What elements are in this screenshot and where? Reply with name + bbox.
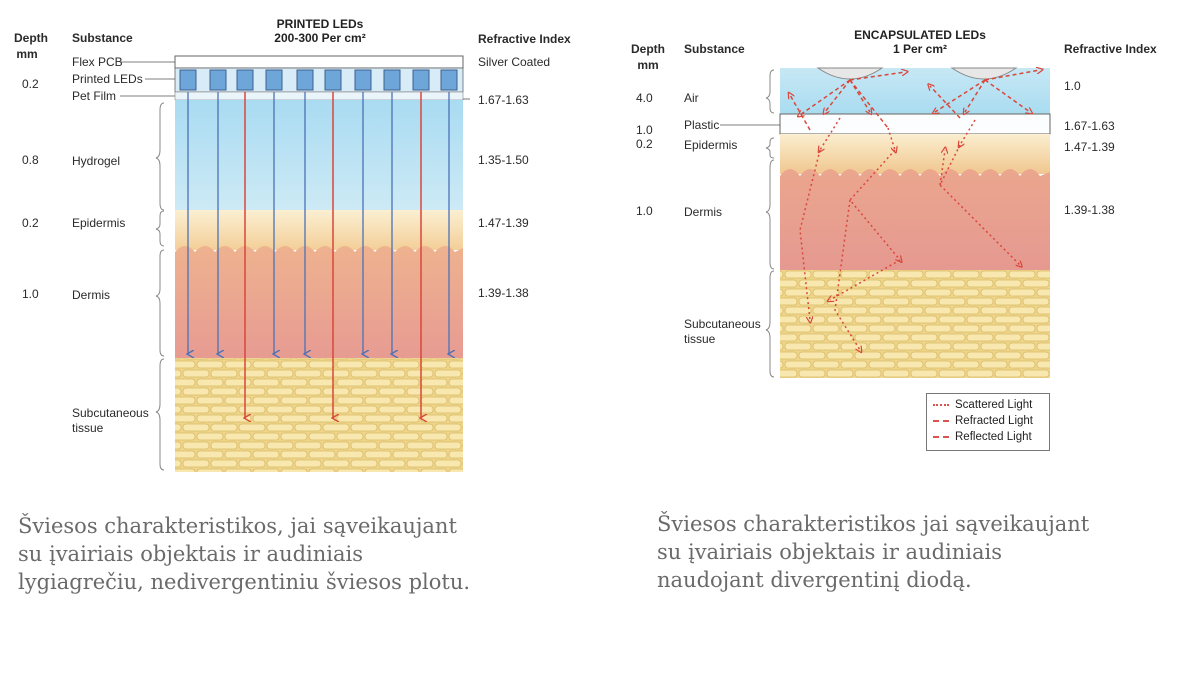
left-index-dermis: 1.39-1.38 [478,286,529,300]
right-depth-dermis: 1.0 [636,204,653,218]
right-index-air: 1.0 [1064,79,1081,93]
left-col-depth-header: Depth mm [14,31,48,61]
right-panel-title: ENCAPSULATED LEDs 1 Per cm² [854,28,986,56]
left-index-hydrogel: 1.35-1.50 [478,153,529,167]
right-depth-air: 4.0 [636,91,653,105]
right-braces [766,70,774,377]
left-caption [18,512,470,596]
left-substance-printed-leds: Printed LEDs [72,72,143,86]
right-index-plastic: 1.67-1.63 [1064,119,1115,133]
left-caption-line-2: su įvairiais objektais ir audiniais [18,542,364,566]
right-caption [657,510,1089,594]
right-index-epidermis: 1.47-1.39 [1064,140,1115,154]
left-caption-line-3: lygiagrečiu, nedivergentiniu šviesos plotu. [18,570,471,594]
epidermis-layer-right [780,134,1050,174]
right-substance-epidermis: Epidermis [684,138,738,152]
legend-reflected: Reflected Light [933,430,1032,444]
air-layer [780,68,1050,114]
left-depth-hydrogel: 0.8 [22,153,39,167]
left-depth-printed-leds: 0.2 [22,77,39,91]
right-caption-line-2: su įvairiais objektais ir audiniais [657,540,1003,564]
right-index-dermis: 1.39-1.38 [1064,203,1115,217]
legend-scattered-swatch [933,404,949,406]
subcutaneous-layer-right [780,270,1050,378]
right-depth-epidermis: 0.2 [636,137,653,151]
left-substance-flex-pcb: Flex PCB [72,55,123,69]
legend-reflected-swatch [933,436,949,438]
right-substance-air: Air [684,91,699,105]
right-depth-plastic: 1.0 [636,123,653,137]
right-caption-line-1: Šviesos charakteristikos jai sąveikaujant [657,512,1090,536]
left-col-substance-header: Substance [72,31,133,45]
left-index-pet-film: 1.67-1.63 [478,93,529,107]
dermis-layer-right [780,169,1050,270]
legend-refracted-swatch [933,420,949,422]
left-substance-epidermis: Epidermis [72,216,126,230]
left-substance-hydrogel: Hydrogel [72,154,121,168]
left-panel-title: PRINTED LEDs 200-300 Per cm² [274,17,366,45]
right-col-substance-header: Substance [684,42,745,56]
legend-scattered: Scattered Light [933,398,1032,412]
left-substance-subcutaneous: Subcutaneous tissue [72,406,149,435]
right-col-refractive-header: Refractive Index [1064,42,1157,56]
legend-refracted: Refracted Light [933,414,1033,428]
left-substance-pet-film: Pet Film [72,89,117,103]
left-index-epidermis: 1.47-1.39 [478,216,529,230]
right-col-depth-header: Depth mm [631,42,665,72]
left-col-refractive-header: Refractive Index [478,32,571,46]
left-depth-dermis: 1.0 [22,287,39,301]
left-substance-dermis: Dermis [72,288,110,302]
left-index-flex-pcb: Silver Coated [478,55,551,69]
right-caption-line-3: naudojant divergentinį diodą. [657,568,972,592]
left-depth-epidermis: 0.2 [22,216,39,230]
right-substance-dermis: Dermis [684,205,722,219]
right-substance-plastic: Plastic [684,118,720,132]
plastic-layer [780,114,1050,134]
light-legend [926,393,1050,451]
right-substance-subcutaneous: Subcutaneous tissue [684,317,761,346]
left-caption-line-1: Šviesos charakteristikos, jai sąveikaujant [18,514,457,538]
